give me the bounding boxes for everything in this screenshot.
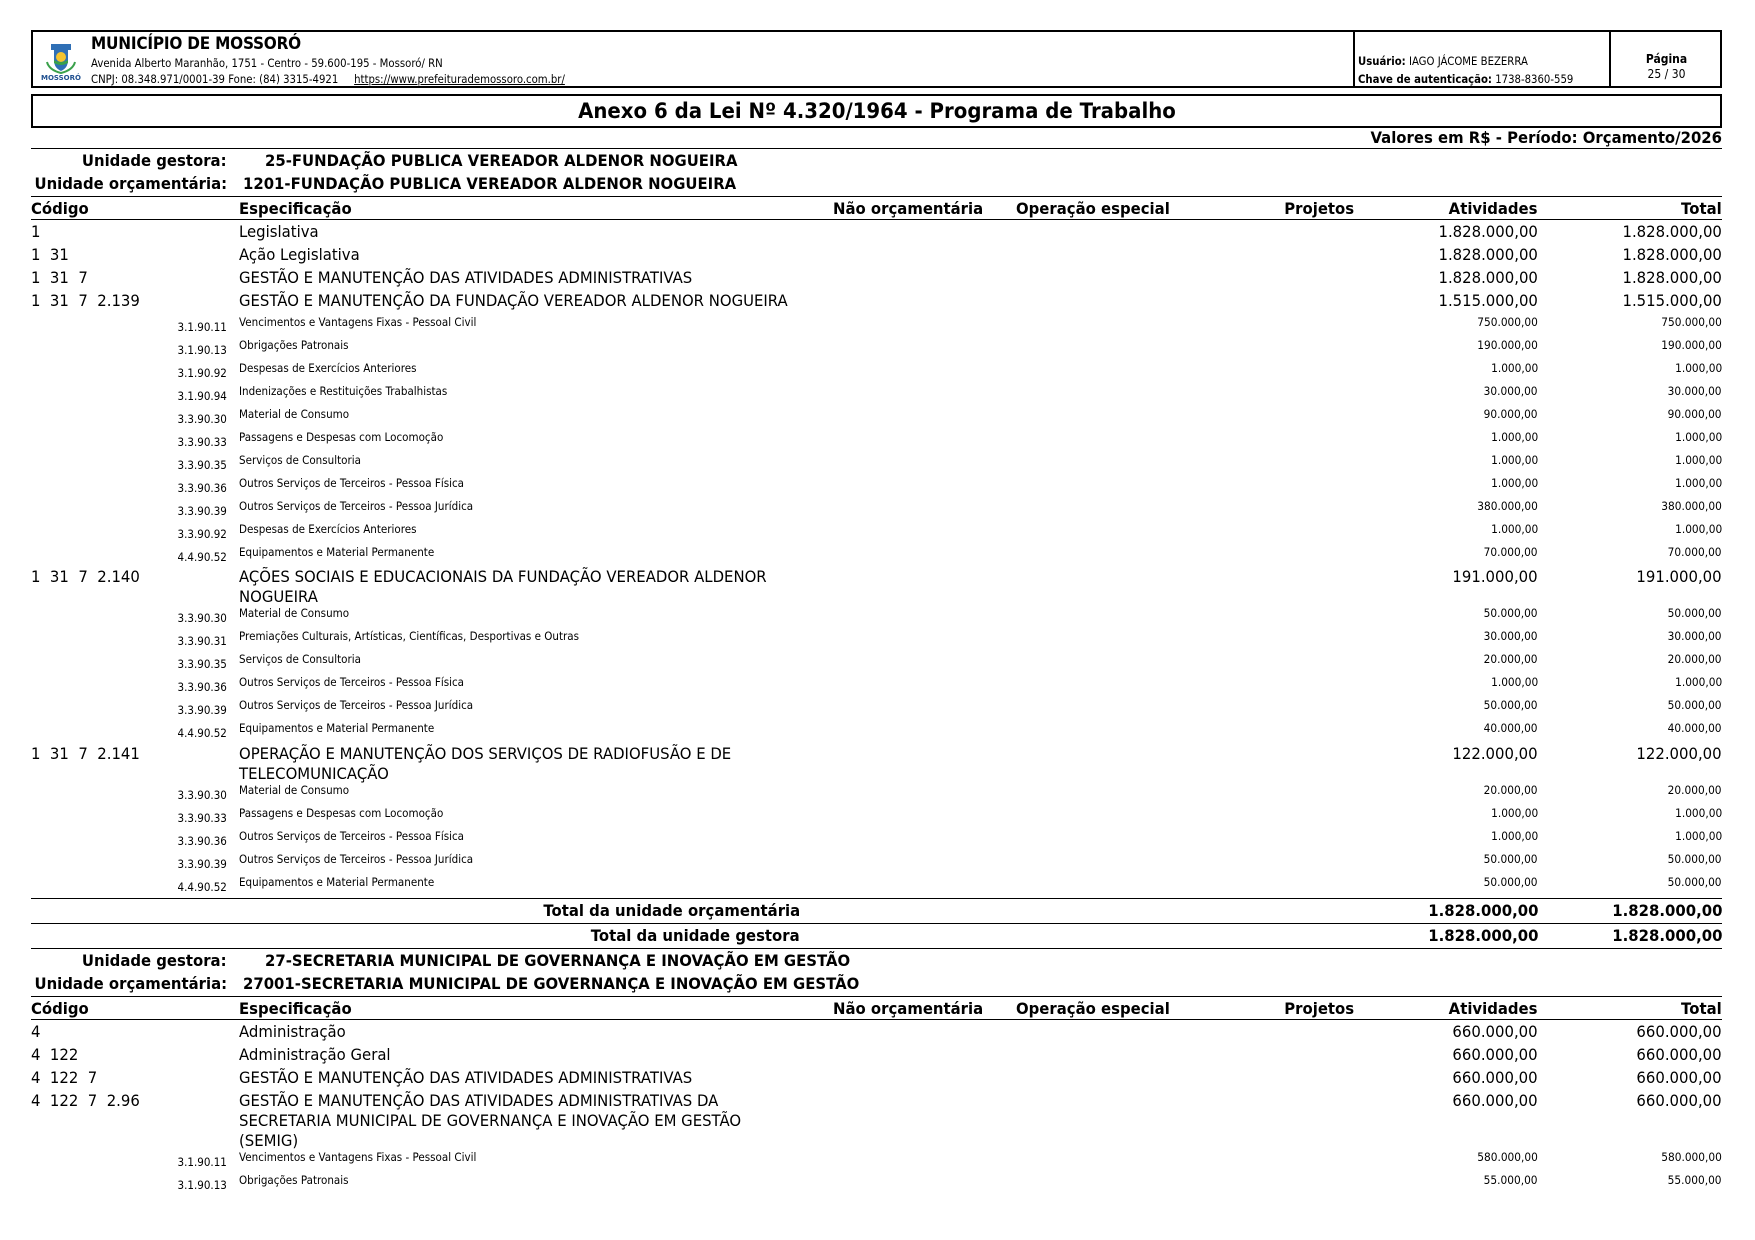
item-spec: Obrigações Patronais [239,338,349,352]
organization-name: MUNICÍPIO DE MOSSORÓ [91,34,301,54]
item-spec: Indenizações e Restituições Trabalhistas [239,384,448,398]
item-spec: Vencimentos e Vantagens Fixas - Pessoal Civil [239,1150,477,1164]
item-code: 3.3.90.39 [177,504,227,518]
item-code: 3.1.90.13 [177,1178,227,1192]
page-indicator: Página 25 / 30 [1611,32,1722,86]
item-total: 380.000,00 [1661,499,1722,513]
item-spec: Outros Serviços de Terceiros - Pessoa Jurídica [239,852,474,866]
svg-text:MOSSORÓ: MOSSORÓ [41,74,81,82]
item-total: 1.000,00 [1674,522,1722,536]
item-spec: Despesas de Exercícios Anteriores [239,361,417,375]
item-code: 3.1.90.11 [177,320,227,334]
item-spec: Material de Consumo [239,606,350,620]
item-atividades: 20.000,00 [1484,652,1538,666]
cnpj-phone: CNPJ: 08.348.971/0001-39 Fone: (84) 3315-4921 [91,72,339,86]
col-atividades: Atividades [1449,999,1538,1018]
item-total: 1.000,00 [1674,675,1722,689]
item-code: 3.3.90.33 [177,435,227,449]
item-atividades: 380.000,00 [1477,499,1538,513]
item-total: 90.000,00 [1668,407,1722,421]
unit-gestora-label: Unidade gestora: [82,151,227,170]
item-code: 3.3.90.36 [177,481,227,495]
mossoro-logo-icon [39,40,83,84]
item-atividades: 30.000,00 [1484,384,1538,398]
unit-orcamentaria-value: 1201-FUNDAÇÃO PUBLICA VEREADOR ALDENOR NOGUEIRA [243,174,737,193]
col-codigo: Código [31,999,89,1018]
unit-orcamentaria-value: 27001-SECRETARIA MUNICIPAL DE GOVERNANÇA E INOVAÇÃO EM GESTÃO [243,974,860,993]
col-especificacao: Especificação [239,999,352,1018]
item-code: 3.3.90.92 [177,527,227,541]
organization-address: Avenida Alberto Maranhão, 1751 - Centro - 59.600-195 - Mossoró/ RN [91,56,443,70]
item-atividades: 1.000,00 [1490,522,1538,536]
user-info: Usuário: IAGO JÁCOME BEZERRA [1358,54,1528,68]
item-atividades: 1.000,00 [1490,453,1538,467]
item-spec: Passagens e Despesas com Locomoção [239,430,444,444]
item-code: 3.3.90.35 [177,458,227,472]
item-code: 3.3.90.30 [177,788,227,802]
item-atividades: 30.000,00 [1484,629,1538,643]
item-spec: Material de Consumo [239,783,350,797]
item-code: 3.1.90.13 [177,343,227,357]
item-code: 3.3.90.39 [177,857,227,871]
item-total: 1.000,00 [1674,361,1722,375]
report-header [31,30,1722,88]
col-especificacao: Especificação [239,199,352,218]
item-spec: Equipamentos e Material Permanente [239,875,435,889]
period-label: Valores em R$ - Período: Orçamento/2026 [1370,128,1722,147]
item-atividades: 50.000,00 [1484,606,1538,620]
item-atividades: 40.000,00 [1484,721,1538,735]
item-code: 3.3.90.36 [177,680,227,694]
item-total: 50.000,00 [1668,698,1722,712]
item-atividades: 50.000,00 [1484,852,1538,866]
item-total: 1.000,00 [1674,806,1722,820]
item-spec: Premiações Culturais, Artísticas, Científicas, Desportivas e Outras [239,629,580,643]
item-code: 4.4.90.52 [177,880,227,894]
item-total: 1.000,00 [1674,476,1722,490]
item-atividades: 55.000,00 [1484,1173,1538,1187]
unit-gestora-value: 27-SECRETARIA MUNICIPAL DE GOVERNANÇA E INOVAÇÃO EM GESTÃO [265,951,851,970]
col-operacao-especial: Operação especial [1016,999,1170,1018]
website-link[interactable]: https://www.prefeiturademossoro.com.br/ [354,72,565,86]
col-projetos: Projetos [1284,999,1354,1018]
item-total: 1.000,00 [1674,829,1722,843]
item-total: 20.000,00 [1668,652,1722,666]
item-total: 20.000,00 [1668,783,1722,797]
unit-gestora-value: 25-FUNDAÇÃO PUBLICA VEREADOR ALDENOR NOGUEIRA [265,151,738,170]
unit-orcamentaria-label: Unidade orçamentária: [34,174,227,193]
auth-key: Chave de autenticação: 1738-8360-559 [1358,72,1574,86]
item-spec: Outros Serviços de Terceiros - Pessoa Física [239,829,465,843]
item-code: 4.4.90.52 [177,726,227,740]
item-total: 50.000,00 [1668,852,1722,866]
item-code: 3.3.90.30 [177,412,227,426]
item-total: 55.000,00 [1668,1173,1722,1187]
item-atividades: 1.000,00 [1490,806,1538,820]
unit-gestora-label: Unidade gestora: [82,951,227,970]
item-code: 3.3.90.36 [177,834,227,848]
col-atividades: Atividades [1449,199,1538,218]
item-atividades: 50.000,00 [1484,875,1538,889]
item-total: 50.000,00 [1668,875,1722,889]
col-nao-orcamentaria: Não orçamentária [833,199,984,218]
item-total: 70.000,00 [1668,545,1722,559]
report-title-box [31,94,1722,128]
item-total: 580.000,00 [1661,1150,1722,1164]
page-number: 25 / 30 [1647,67,1686,81]
item-code: 3.3.90.31 [177,634,227,648]
item-atividades: 1.000,00 [1490,829,1538,843]
item-atividades: 20.000,00 [1484,783,1538,797]
item-spec: Outros Serviços de Terceiros - Pessoa Jurídica [239,499,474,513]
report-title: Anexo 6 da Lei Nº 4.320/1964 - Programa de Trabalho [577,99,1176,123]
item-total: 190.000,00 [1661,338,1722,352]
auth-key-value: 1738-8360-559 [1495,72,1574,86]
item-code: 3.1.90.92 [177,366,227,380]
item-code: 3.1.90.11 [177,1155,227,1169]
item-total: 30.000,00 [1668,384,1722,398]
item-total: 50.000,00 [1668,606,1722,620]
item-atividades: 1.000,00 [1490,361,1538,375]
item-spec: Despesas de Exercícios Anteriores [239,522,417,536]
col-total: Total [1681,199,1722,218]
item-spec: Equipamentos e Material Permanente [239,721,435,735]
item-code: 3.3.90.33 [177,811,227,825]
item-spec: Equipamentos e Material Permanente [239,545,435,559]
user-name: IAGO JÁCOME BEZERRA [1408,54,1528,68]
item-spec: Passagens e Despesas com Locomoção [239,806,444,820]
item-code: 3.3.90.30 [177,611,227,625]
col-projetos: Projetos [1284,199,1354,218]
item-atividades: 1.000,00 [1490,476,1538,490]
col-codigo: Código [31,199,89,218]
item-atividades: 1.000,00 [1490,430,1538,444]
item-atividades: 70.000,00 [1484,545,1538,559]
item-atividades: 90.000,00 [1484,407,1538,421]
item-spec: Serviços de Consultoria [239,652,361,666]
item-total: 750.000,00 [1661,315,1722,329]
item-total: 40.000,00 [1668,721,1722,735]
item-atividades: 580.000,00 [1477,1150,1538,1164]
item-spec: Obrigações Patronais [239,1173,349,1187]
item-atividades: 50.000,00 [1484,698,1538,712]
item-spec: Outros Serviços de Terceiros - Pessoa Jurídica [239,698,474,712]
col-total: Total [1681,999,1722,1018]
item-spec: Material de Consumo [239,407,350,421]
unit-orcamentaria-label: Unidade orçamentária: [34,974,227,993]
item-spec: Outros Serviços de Terceiros - Pessoa Física [239,675,465,689]
col-operacao-especial: Operação especial [1016,199,1170,218]
item-code: 3.1.90.94 [177,389,227,403]
item-spec: Serviços de Consultoria [239,453,361,467]
item-atividades: 190.000,00 [1477,338,1538,352]
col-nao-orcamentaria: Não orçamentária [833,999,984,1018]
item-spec: Outros Serviços de Terceiros - Pessoa Física [239,476,465,490]
item-code: 3.3.90.39 [177,703,227,717]
item-total: 1.000,00 [1674,453,1722,467]
item-atividades: 1.000,00 [1490,675,1538,689]
item-spec: Vencimentos e Vantagens Fixas - Pessoal Civil [239,315,477,329]
item-atividades: 750.000,00 [1477,315,1538,329]
item-total: 30.000,00 [1668,629,1722,643]
organization-contact [91,72,565,86]
item-total: 1.000,00 [1674,430,1722,444]
item-code: 3.3.90.35 [177,657,227,671]
item-code: 4.4.90.52 [177,550,227,564]
